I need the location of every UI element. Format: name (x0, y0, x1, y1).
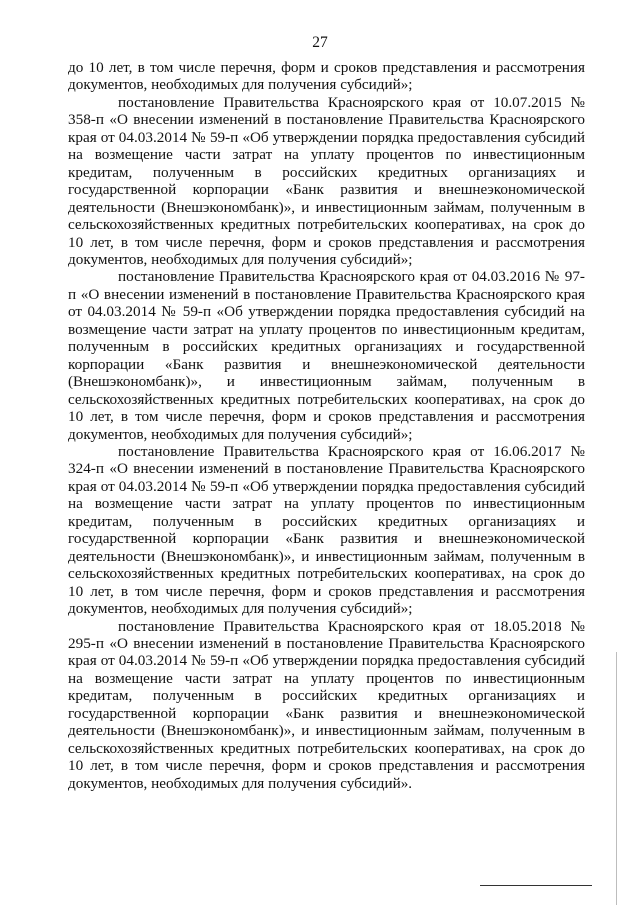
handwritten-line (480, 885, 592, 886)
page-number: 27 (312, 34, 328, 51)
paragraph-resolution-295-p: постановление Правительства Красноярского края от 18.05.2018 № 295-п «О внесении изменений в постановление Правительства Красноярского края от 04.03.2014 № 59-п «Об утверждении порядка предоставления субсидий на возмещение части затрат на уплату процентов по инвестиционным кредитам, полученным в российских кредитных организациях и государственной корпорации «Банк развития и внешнеэкономической деятельности (Внешэкономбанк)», и инвестиционным займам, полученным в сельскохозяйственных кредитных потребительских кооперативах, на срок до 10 лет, в том числе перечня, форм и сроков представления и рассмотрения документов, необходимых для получения субсидий». (68, 617, 585, 792)
paragraph-resolution-324-p: постановление Правительства Красноярского края от 16.06.2017 № 324-п «О внесении изменений в постановление Правительства Красноярского края от 04.03.2014 № 59-п «Об утверждении порядка предоставления субсидий на возмещение части затрат на уплату процентов по инвестиционным кредитам, полученным в российских кредитных организациях и государственной корпорации «Банк развития и внешнеэкономической деятельности (Внешэкономбанк)», и инвестиционным займам, полученным в сельскохозяйственных кредитных потребительских кооперативах, на срок до 10 лет, в том числе перечня, форм и сроков представления и рассмотрения документов, необходимых для получения субсидий»; (68, 442, 585, 618)
paragraph-resolution-358-p: постановление Правительства Красноярского края от 10.07.2015 № 358-п «О внесении изменений в постановление Правительства Красноярского края от 04.03.2014 № 59-п «Об утверждении порядка предоставления субсидий на возмещение части затрат на уплату процентов по инвестиционным кредитам, полученным в российских кредитных организациях и государственной корпорации «Банк развития и внешнеэкономической деятельности (Внешэкономбанк)», и инвестиционным займам, полученным в сельскохозяйственных кредитных потребительских кооперативах, на срок до 10 лет, в том числе перечня, форм и сроков представления и рассмотрения документов, необходимых для получения субсидий»; (68, 93, 585, 268)
paragraph-resolution-97-p: постановление Правительства Красноярского края от 04.03.2016 № 97-п «О внесении изменений в постановление Правительства Красноярского края от 04.03.2014 № 59-п «Об утверждении порядка предоставления субсидий на возмещение части затрат на уплату процентов по инвестиционным кредитам, полученным в российских кредитных организациях и государственной корпорации «Банк развития и внешнеэкономической деятельности (Внешэкономбанк)», и инвестиционным займам, полученным в сельскохозяйственных кредитных потребительских кооперативах, на срок до 10 лет, в том числе перечня, форм и сроков представления и рассмотрения документов, необходимых для получения субсидий»; (68, 268, 585, 443)
document-body (68, 59, 585, 792)
paragraph-continuation: до 10 лет, в том числе перечня, форм и сроков представления и рассмотрения документов, необходимых для получения субсидий»; (68, 59, 585, 94)
scan-edge-line (616, 652, 617, 905)
